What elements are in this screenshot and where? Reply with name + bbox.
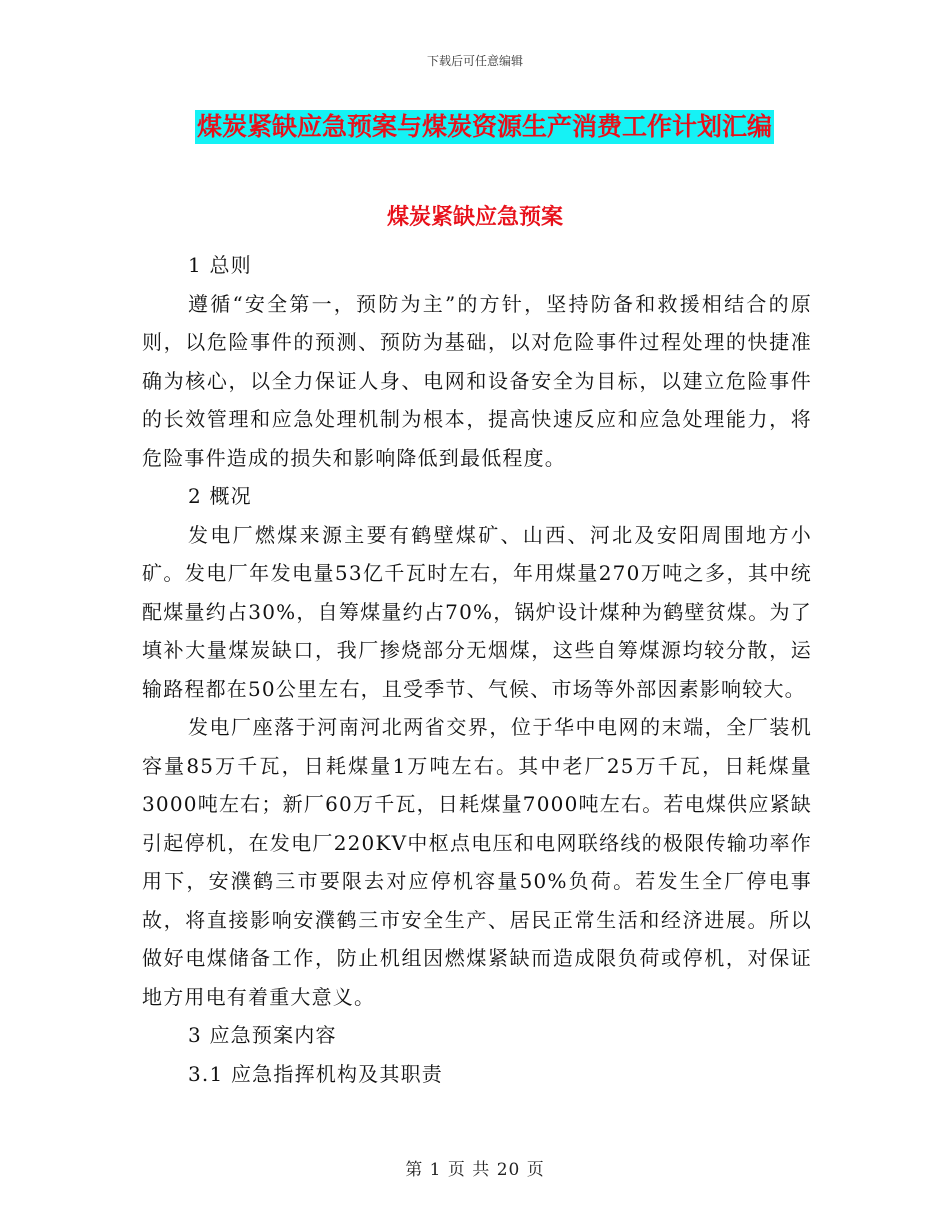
paragraph-plant-location: 发电厂座落于河南河北两省交界，位于华中电网的末端，全厂装机容量85万千瓦，日耗煤量1万吨左右。其中老厂25万千瓦，日耗煤量3000吨左右；新厂60万千瓦，日耗煤量7000吨左右。若电煤供应紧缺引起停机，在发电厂220KV中枢点电压和电网联络线的极限传输功率作用下，安濮鹤三市要限去对应停机容量50%负荷。若发生全厂停电事故，将直接影响安濮鹤三市安全生产、居民正常生活和经济进展。所以做好电煤储备工作，防止机组因燃煤紧缺而造成限负荷或停机，对保证地方用电有着重大意义。 (142, 715, 812, 1009)
section-title: 煤炭紧缺应急预案 (386, 205, 563, 230)
header-note: 下载后可任意编辑 (426, 54, 523, 68)
document-title: 煤炭紧缺应急预案与煤炭资源生产消费工作计划汇编 (195, 110, 774, 144)
paragraph-general: 遵循“安全第一，预防为主”的方针，坚持防备和救援相结合的原则，以危险事件的预测、预防为基础，以对危险事件过程处理的快捷准确为核心，以全力保证人身、电网和设备安全为目标，以建立危险事件的长效管理和应急处理机制为根本，提高快速反应和应急处理能力，将危险事件造成的损失和影响降低到最低程度。 (142, 291, 812, 470)
paragraph-coal-source: 发电厂燃煤来源主要有鹤壁煤矿、山西、河北及安阳周围地方小矿。发电厂年发电量53亿千瓦时左右，年用煤量270万吨之多，其中统配煤量约占30%，自筹煤量约占70%，锅炉设计煤种为鹤壁贫煤。为了填补大量煤炭缺口，我厂掺烧部分无烟煤，这些自筹煤源均较分散，运输路程都在50公里左右，且受季节、气候、市场等外部因素影响较大。 (142, 522, 812, 701)
heading-general: 1 总则 (188, 253, 252, 277)
document-body (142, 246, 812, 1093)
heading-command-structure: 3.1 应急指挥机构及其职责 (188, 1061, 443, 1086)
page-number: 第 1 页 共 20 页 (405, 1160, 545, 1180)
heading-plan-content: 3 应急预案内容 (188, 1023, 337, 1047)
heading-overview: 2 概况 (188, 484, 252, 508)
